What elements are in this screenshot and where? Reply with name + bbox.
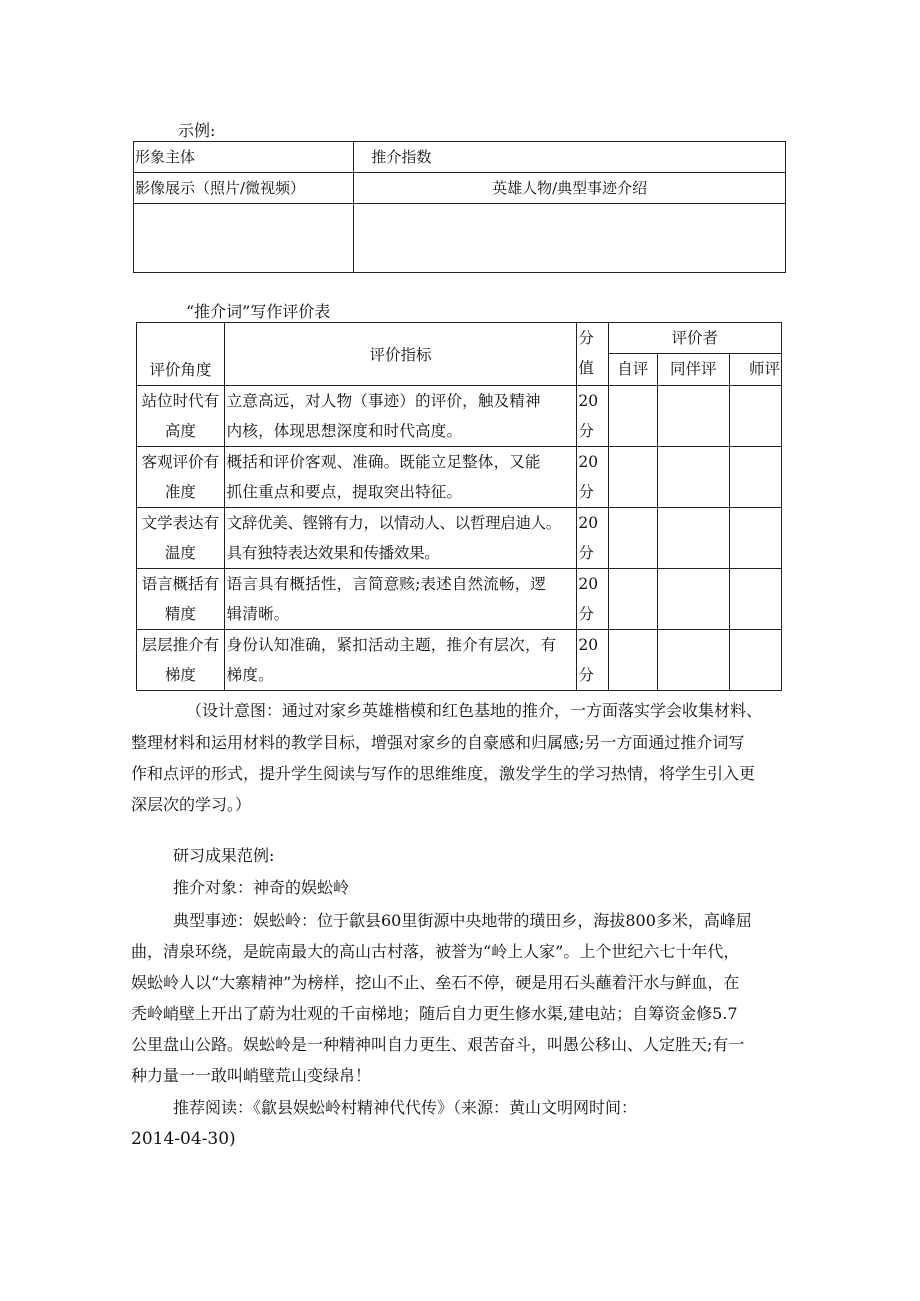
example-intro-cell: 英雄人物/典型事迹介绍: [354, 173, 786, 204]
row-teacher-eval-cell: [729, 630, 781, 691]
header-evaluator: 评价者: [608, 323, 781, 354]
evaluation-table: [136, 322, 782, 691]
sample-deeds-line: 曲，清泉环绕，是皖南最大的高山古村落，被誉为“岭上人家”。上个世纪六七十年代，: [131, 942, 740, 961]
row-score: 20 分: [577, 569, 608, 630]
example-table-row: [134, 173, 786, 204]
table-row: [137, 386, 782, 447]
row-peer-eval-cell: [657, 630, 729, 691]
design-intent-line: （设计意图：通过对家乡英雄楷模和红色基地的推介，一方面落实学会收集材料、: [186, 701, 763, 720]
table-row: [137, 508, 782, 569]
row-teacher-eval-cell: [729, 569, 781, 630]
row-peer-eval-cell: [657, 386, 729, 447]
evaluation-header-row: [137, 323, 782, 354]
row-score: 20 分: [577, 447, 608, 508]
row-criteria: 立意高远，对人物（事迹）的评价，触及精神 内核，体现思想深度和时代高度。: [224, 386, 577, 447]
header-teacher: 师评: [729, 354, 781, 386]
example-recommend-index-cell: 推介指数: [354, 142, 786, 173]
example-table-row: [134, 142, 786, 173]
row-score: 20 分: [577, 508, 608, 569]
row-criteria: 概括和评价客观、准确。既能立足整体，又能 抓住重点和要点，提取突出特征。: [224, 447, 577, 508]
row-teacher-eval-cell: [729, 508, 781, 569]
row-teacher-eval-cell: [729, 447, 781, 508]
row-self-eval-cell: [608, 630, 657, 691]
example-table-row: [134, 204, 786, 273]
row-criteria: 语言具有概括性，言简意赅;表述自然流畅，逻 辑清晰。: [224, 569, 577, 630]
sample-deeds-line: 典型事迹：娱蚣岭：位于歙县60里街源中央地带的璜田乡，海拔800多米，高峰屈: [173, 911, 752, 930]
sample-deeds-line: 秃岭峭壁上开出了蔚为壮观的千亩梯地；随后自力更生修水渠,建电站；自筹资金修5.7: [131, 1004, 738, 1023]
row-angle: 语言概括有 精度: [137, 569, 225, 630]
row-self-eval-cell: [608, 447, 657, 508]
row-angle: 客观评价有 准度: [137, 447, 225, 508]
sample-reading-line: 推荐阅读：《歙县娱蚣岭村精神代代传》（来源：黄山文明网时间：: [173, 1098, 638, 1117]
example-empty-cell: [354, 204, 786, 273]
row-peer-eval-cell: [657, 447, 729, 508]
example-image-subject-cell: 形象主体: [134, 142, 354, 173]
row-teacher-eval-cell: [729, 386, 781, 447]
header-angle: 评价角度: [137, 323, 225, 386]
header-peer: 同伴评: [657, 354, 729, 386]
sample-deeds-line: 种力量一一敢叫峭壁荒山变绿帛！: [131, 1066, 372, 1085]
evaluation-title: “推介词”写作评价表: [186, 302, 331, 321]
example-label: 示例:: [178, 121, 216, 140]
row-criteria: 身份认知准确，紧扣活动主题，推介有层次，有 梯度。: [224, 630, 577, 691]
table-row: [137, 569, 782, 630]
row-criteria: 文辞优美、铿锵有力，以情动人、以哲理启迪人。 具有独特表达效果和传播效果。: [224, 508, 577, 569]
design-intent-line: 作和点评的形式，提升学生阅读与写作的思维维度，激发学生的学习热情，将学生引入更: [131, 764, 756, 783]
row-self-eval-cell: [608, 508, 657, 569]
sample-deeds-line: 公里盘山公路。娱蚣岭是一种精神叫自力更生、艰苦奋斗，叫愚公移山、人定胜天;有一: [131, 1035, 745, 1054]
design-intent-line: 整理材料和运用材料的教学目标，增强对家乡的自豪感和归属感;另一方面通过推介词写: [131, 733, 745, 752]
header-score-line1: 分: [578, 329, 594, 347]
header-self: 自评: [608, 354, 657, 386]
sample-deeds-line: 娱蚣岭人以“大寨精神”为榜样，挖山不止、垒石不停，硬是用石头蘸着汗水与鲜血，在: [131, 973, 740, 992]
sample-heading: 研习成果范例:: [173, 846, 275, 865]
row-self-eval-cell: [608, 569, 657, 630]
header-score: [577, 323, 608, 386]
row-angle: 层层推介有 梯度: [137, 630, 225, 691]
example-media-cell: 影像展示（照片/微视频）: [134, 173, 354, 204]
row-self-eval-cell: [608, 386, 657, 447]
header-criteria: 评价指标: [224, 323, 577, 386]
row-angle: 文学表达有 温度: [137, 508, 225, 569]
row-score: 20 分: [577, 386, 608, 447]
example-table: [133, 141, 786, 273]
design-intent-line: 深层次的学习。）: [131, 795, 252, 814]
table-row: [137, 447, 782, 508]
row-angle: 站位时代有 高度: [137, 386, 225, 447]
table-row: [137, 630, 782, 691]
row-peer-eval-cell: [657, 569, 729, 630]
sample-target: 推介对象：神奇的娱蚣岭: [173, 878, 350, 897]
header-score-line2: 值: [578, 359, 594, 377]
sample-reading-date: 2014-04-30): [131, 1129, 236, 1149]
row-peer-eval-cell: [657, 508, 729, 569]
example-empty-cell: [134, 204, 354, 273]
row-score: 20 分: [577, 630, 608, 691]
